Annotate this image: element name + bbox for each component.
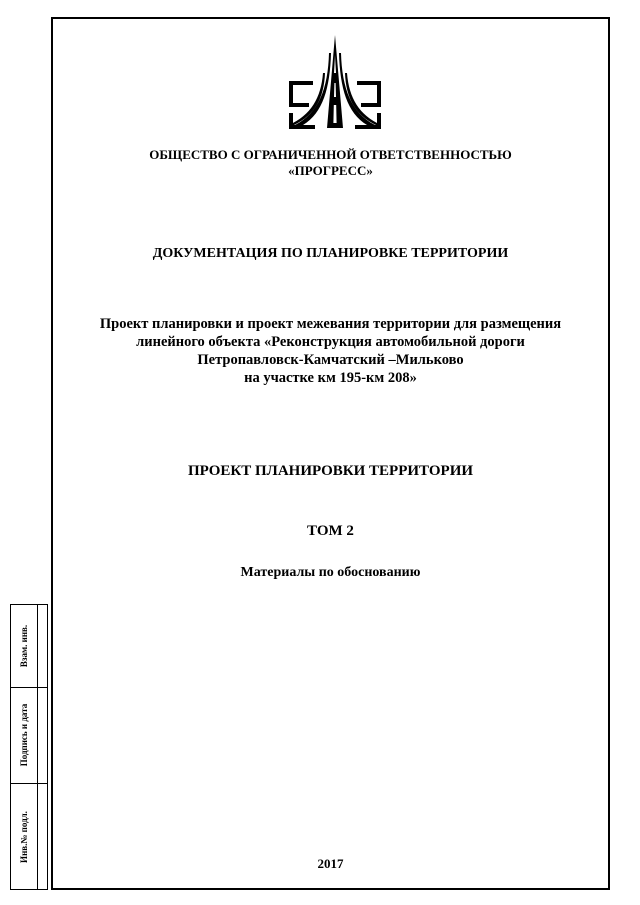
stamp-row-divider bbox=[11, 687, 47, 688]
stamp-signature-label: Подпись и дата bbox=[19, 703, 29, 767]
project-title bbox=[51, 315, 610, 387]
project-line: Петропавловск-Камчатский –Мильково bbox=[197, 352, 464, 368]
volume-label: ТОМ 2 bbox=[307, 523, 354, 539]
stamp-vzam-label: Взам. инв. bbox=[19, 624, 29, 668]
organization-line1: ОБЩЕСТВО С ОГРАНИЧЕННОЙ ОТВЕТСТВЕННОСТЬЮ bbox=[149, 147, 512, 162]
stamp-row-divider bbox=[11, 783, 47, 784]
company-logo bbox=[285, 33, 385, 133]
document-type: ДОКУМЕНТАЦИЯ ПО ПЛАНИРОВКЕ ТЕРРИТОРИИ bbox=[152, 246, 509, 261]
plan-title: ПРОЕКТ ПЛАНИРОВКИ ТЕРРИТОРИИ bbox=[187, 463, 474, 479]
document-year: 2017 bbox=[317, 856, 344, 871]
project-line: линейного объекта «Реконструкция автомобильной дороги bbox=[136, 334, 525, 350]
materials-label: Материалы по обоснованию bbox=[240, 565, 421, 580]
organization-line2: «ПРОГРЕСС» bbox=[288, 163, 373, 178]
project-line: Проект планировки и проект межевания территории для размещения bbox=[99, 316, 562, 332]
stamp-column-divider bbox=[37, 605, 38, 889]
organization-name bbox=[51, 147, 610, 179]
approval-stamp bbox=[10, 604, 48, 890]
project-line: на участке км 195-км 208» bbox=[244, 370, 417, 386]
stamp-inventory-label: Инв.№ подл. bbox=[19, 811, 29, 863]
